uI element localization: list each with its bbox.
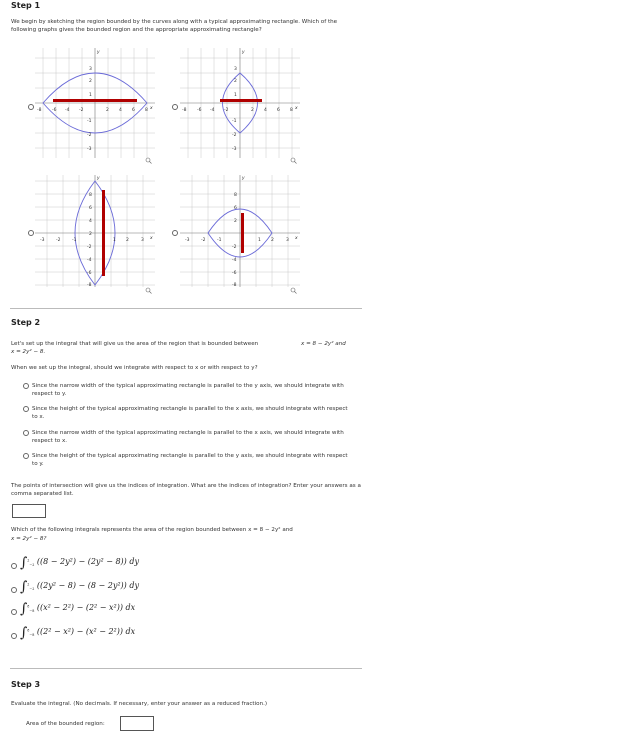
svg-text:2: 2 [89, 232, 92, 237]
integral-3-upper: 8 [27, 604, 30, 609]
svg-text:x: x [295, 236, 298, 241]
svg-text:1: 1 [113, 238, 116, 243]
svg-text:3: 3 [89, 67, 92, 72]
integral-2-upper: 2 [27, 582, 30, 587]
svg-text:-4: -4 [232, 258, 237, 263]
svg-text:-2: -2 [56, 238, 61, 243]
integral-option-1-expr: ((8 − 2y²) − (2y² − 8)) dy [36, 557, 139, 566]
divider-2 [10, 668, 362, 669]
svg-text:2: 2 [89, 79, 92, 84]
svg-text:-8: -8 [182, 108, 187, 113]
svg-text:-1: -1 [217, 238, 222, 243]
svg-text:6: 6 [132, 108, 135, 113]
svg-text:4: 4 [89, 219, 92, 224]
svg-text:-1: -1 [72, 238, 77, 243]
svg-text:2: 2 [126, 238, 129, 243]
step2-intro: Let's set up the integral that will give us the area of the region that is bounded between [11, 341, 259, 347]
integral-4-upper: 8 [27, 628, 30, 633]
indices-input[interactable] [12, 504, 46, 518]
svg-text:8: 8 [89, 193, 92, 198]
step2-integral-question: Which of the following integrals represents the area of the region bounded between x = 8 − 2y² and [11, 527, 293, 533]
divider-1 [10, 308, 362, 309]
graph-1 [35, 48, 155, 150]
integral-option-3-expr: ((x² − 2²) − (2² − x²)) dx [36, 603, 136, 612]
variable-option-3-radio[interactable] [23, 430, 29, 436]
svg-text:8: 8 [234, 193, 237, 198]
step1-title: Step 1 [11, 1, 41, 10]
integral-option-1-radio[interactable] [11, 563, 17, 569]
graph-2 [180, 48, 300, 150]
variable-option-4-radio[interactable] [23, 453, 29, 459]
svg-text:-8: -8 [37, 108, 42, 113]
graph-option-3-radio[interactable] [28, 230, 34, 236]
svg-text:-6: -6 [197, 108, 202, 113]
svg-text:-2: -2 [224, 108, 229, 113]
svg-text:-2: -2 [79, 108, 84, 113]
area-input[interactable] [120, 716, 154, 731]
svg-text:-6: -6 [52, 108, 57, 113]
variable-option-3-text: Since the narrow width of the typical approximating rectangle is parallel to the x axis, we should integrate with respect to x. [32, 430, 344, 444]
area-label: Area of the bounded region: [26, 721, 105, 727]
svg-text:6: 6 [234, 206, 237, 211]
svg-text:-1: -1 [87, 119, 92, 124]
svg-text:-2: -2 [87, 245, 92, 250]
step2-indices-question: The points of intersection will give us the indices of integration. What are the indices of integration? Enter your answers as a comma separated list. [11, 483, 361, 497]
svg-text:-2: -2 [87, 133, 92, 138]
svg-text:1: 1 [89, 93, 92, 98]
svg-text:x: x [150, 236, 153, 241]
svg-text:y: y [97, 50, 100, 55]
svg-text:2: 2 [106, 108, 109, 113]
svg-text:2: 2 [234, 219, 237, 224]
svg-text:-2: -2 [201, 238, 206, 243]
graph-4 [180, 175, 300, 288]
svg-text:-4: -4 [87, 258, 92, 263]
svg-text:2: 2 [271, 238, 274, 243]
step3-instructions: Evaluate the integral. (No decimals. If necessary, enter your answer as a reduced fraction.) [11, 701, 268, 707]
graph-3 [35, 175, 155, 288]
svg-text:-4: -4 [65, 108, 70, 113]
svg-text:3: 3 [286, 238, 289, 243]
svg-text:6: 6 [89, 206, 92, 211]
integral-option-3-radio[interactable] [11, 609, 17, 615]
variable-option-4-text: Since the height of the typical approximating rectangle is parallel to the y axis, we should integrate with respect to y. [32, 453, 348, 467]
step2-integral-question-eq: x = 2y² − 8? [11, 536, 47, 542]
svg-text:1: 1 [258, 238, 261, 243]
variable-option-2-text: Since the height of the typical approximating rectangle is parallel to the x axis, we should integrate with respect to x. [32, 406, 348, 420]
svg-text:2: 2 [251, 108, 254, 113]
integral-1-upper: 2 [27, 558, 30, 563]
svg-text:-3: -3 [40, 238, 45, 243]
svg-text:6: 6 [277, 108, 280, 113]
integral-option-2: ∫$^2_{-2}$ ((2y² − 8) − (8 − 2y²)) dy [20, 579, 139, 595]
step2-question-variable: When we set up the integral, should we integrate with respect to x or with respect to y? [11, 365, 258, 371]
integral-3-lower: −8 [29, 608, 35, 613]
graph-option-1-radio[interactable] [28, 104, 34, 110]
integral-4-lower: −8 [29, 632, 35, 637]
svg-text:4: 4 [119, 108, 122, 113]
step1-intro: We begin by sketching the region bounded by the curves along with a typical approximating rectangle. Which of the following graphs gives the bounded region and the appropriate approximating rectangle? [11, 19, 338, 33]
svg-text:1: 1 [234, 93, 237, 98]
svg-text:-2: -2 [232, 133, 237, 138]
step2-title: Step 2 [11, 318, 41, 327]
integral-option-4-radio[interactable] [11, 633, 17, 639]
svg-text:-6: -6 [232, 271, 237, 276]
svg-text:-1: -1 [232, 119, 237, 124]
integral-option-3: ∫$^8_{-8}$ ((x² − 2²) − (2² − x²)) dx [20, 601, 136, 617]
variable-option-1-text: Since the narrow width of the typical approximating rectangle is parallel to the y axis, we should integrate with respect to y. [32, 383, 344, 397]
svg-text:3: 3 [234, 67, 237, 72]
integral-option-1: ∫$^2_{-2}$ ((8 − 2y²) − (2y² − 8)) dy [20, 555, 139, 571]
svg-text:-3: -3 [232, 147, 237, 152]
step2-eq1: x = 8 − 2y² and [301, 341, 346, 347]
svg-text:y: y [242, 176, 245, 181]
svg-text:x: x [295, 106, 298, 111]
integral-option-4: ∫$^8_{-8}$ ((2² − x²) − (x² − 2²)) dx [20, 625, 136, 641]
svg-text:8: 8 [145, 108, 148, 113]
graph-option-2-radio[interactable] [172, 104, 178, 110]
graph-option-4-radio[interactable] [172, 230, 178, 236]
integral-option-2-radio[interactable] [11, 587, 17, 593]
svg-text:-3: -3 [87, 147, 92, 152]
svg-text:y: y [242, 50, 245, 55]
svg-text:8: 8 [290, 108, 293, 113]
integral-option-4-expr: ((2² − x²) − (x² − 2²)) dx [36, 627, 136, 636]
integral-1-lower: −2 [29, 562, 35, 567]
variable-option-1-radio[interactable] [23, 383, 29, 389]
integral-2-lower: −2 [29, 586, 35, 591]
svg-text:4: 4 [264, 108, 267, 113]
variable-option-2-radio[interactable] [23, 406, 29, 412]
svg-text:3: 3 [141, 238, 144, 243]
step3-title: Step 3 [11, 680, 41, 689]
svg-text:-3: -3 [185, 238, 190, 243]
integral-option-2-expr: ((2y² − 8) − (8 − 2y²)) dy [36, 581, 139, 590]
svg-text:-4: -4 [210, 108, 215, 113]
svg-text:y: y [97, 176, 100, 181]
svg-text:2: 2 [234, 79, 237, 84]
svg-text:-2: -2 [232, 245, 237, 250]
svg-text:-8: -8 [87, 283, 92, 288]
svg-text:-6: -6 [87, 271, 92, 276]
step2-eq2: x = 2y² − 8. [11, 349, 46, 355]
svg-text:-8: -8 [232, 283, 237, 288]
svg-text:x: x [150, 106, 153, 111]
